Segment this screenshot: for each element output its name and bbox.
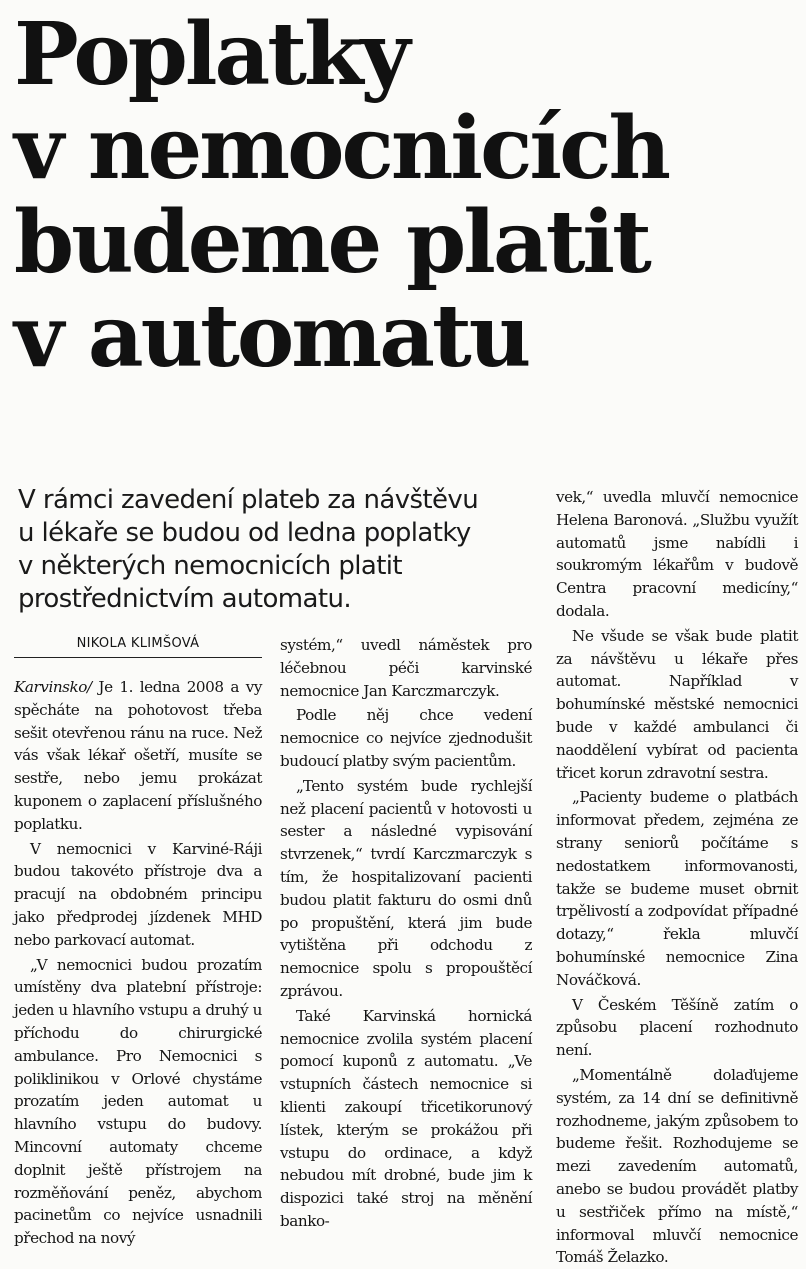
headline-line-1: Poplatky <box>14 4 408 105</box>
paragraph: V nemocnici v Karviné-Ráji budou takovéto přístroje dva a pracují na obdobném principu jako předprodej jízdenek MHD nebo parkovací automat. <box>14 839 262 949</box>
dateline-place: Karvinsko/ <box>14 678 92 696</box>
lead-paragraph <box>18 484 548 616</box>
paragraph <box>14 676 262 836</box>
lead-line-2: u lékaře se budou od ledna poplatky <box>18 518 471 548</box>
article-column-3 <box>556 486 798 1269</box>
paragraph: systém,“ uvedl náměstek pro léčebnou péči karvinské nemocnice Jan Karczmarczyk. <box>280 636 532 700</box>
paragraph: Také Karvinská hornická nemocnice zvolila systém placení pomocí kuponů z automatu. „Ve vstupních částech nemocnice si klienti zakoupí třicetikorunový lístek, kterým se prokážou při vstupu do ordinace, a když nebudou mít drobné, bude jim k dispozici také stroj na měnění banko- <box>280 1006 532 1230</box>
paragraph: „Pacienty budeme o platbách informovat předem, zejména ze strany seniorů počítáme s nedostatkem informovanosti, takže se budeme muset obrnit trpělivostí a zodpovídat případné dotazy,“ řekla mluvčí bohumínské nemocnice Zina Nováčková. <box>556 788 798 989</box>
lead-line-4: prostřednictvím automatu. <box>18 584 351 614</box>
paragraph: Ne všude se však bude platit za návštěvu u lékaře přes automat. Například v bohumínské městské nemocnici bude v každé ambulanci či naoddělení vybírat od pacienta třicet korun zdravotní sestra. <box>556 626 798 782</box>
paragraph: V Českém Těšíně zatím o způsobu placení rozhodnuto není. <box>556 995 798 1060</box>
headline-line-2: v nemocnicích <box>14 98 668 199</box>
paragraph: „Momentálně dolaďujeme systém, za 14 dní se definitivně rozhodneme, jakým způsobem to budeme řešit. Rozhodujeme se mezi zavedením automatů, anebo se budou provádět platby u sestřiček přímo na místě,“ informoval mluvčí nemocnice Tomáš Želazko. <box>556 1065 798 1267</box>
headline-line-4: v automatu <box>14 286 529 387</box>
headline <box>14 4 804 387</box>
paragraph: „Tento systém bude rychlejší než placení pacientů v hotovosti u sester a následné vypisování stvrzenek,“ tvrdí Karczmarczyk s tím, že hospitalizovaní pacienti budou platit fakturu do osmi dnů po propuštění, která jim bude vytištěna při odchodu z nemocnice spolu s propouštěcí zprávou. <box>280 776 532 1000</box>
paragraph: vek,“ uvedla mluvčí nemocnice Helena Baronová. „Službu využít automatů jsme nabídli i soukromým lékařům v budově Centra pracovní medicíny,“ dodala. <box>556 488 798 620</box>
paragraph-text: Je 1. ledna 2008 a vy spěcháte na pohotovost třeba sešit otevřenou ránu na ruce. Než vás však lékař ošetří, musíte se sestře, nebo jemu prokázat kuponem o zaplacení příslušného poplatku. <box>14 678 262 833</box>
lead-line-3: v některých nemocnicích platit <box>18 551 403 581</box>
paragraph: „V nemocnici budou prozatím umístěny dva platební přístroje: jeden u hlavního vstupu a druhý u příchodu do chirurgické ambulance. Pro Nemocnici s poliklinikou v Orlové chystáme prozatím jeden automat u hlavního vstupu do budovy. Mincovní automaty chceme doplnit ještě přístrojem na rozměňování peněz, abychom pacinetům co nejvíce usnadnili přechod na nový <box>14 955 262 1248</box>
paragraph: Podle něj chce vedení nemocnice co nejvíce zjednodušit budoucí platby svým pacientům. <box>280 706 532 770</box>
article-column-1 <box>14 676 262 1250</box>
headline-line-3: budeme platit <box>14 192 649 293</box>
author-byline: NIKOLA KLIMŠOVÁ <box>14 634 262 658</box>
article-column-2 <box>280 634 532 1233</box>
lead-line-1: V rámci zavedení plateb za návštěvu <box>18 485 479 515</box>
